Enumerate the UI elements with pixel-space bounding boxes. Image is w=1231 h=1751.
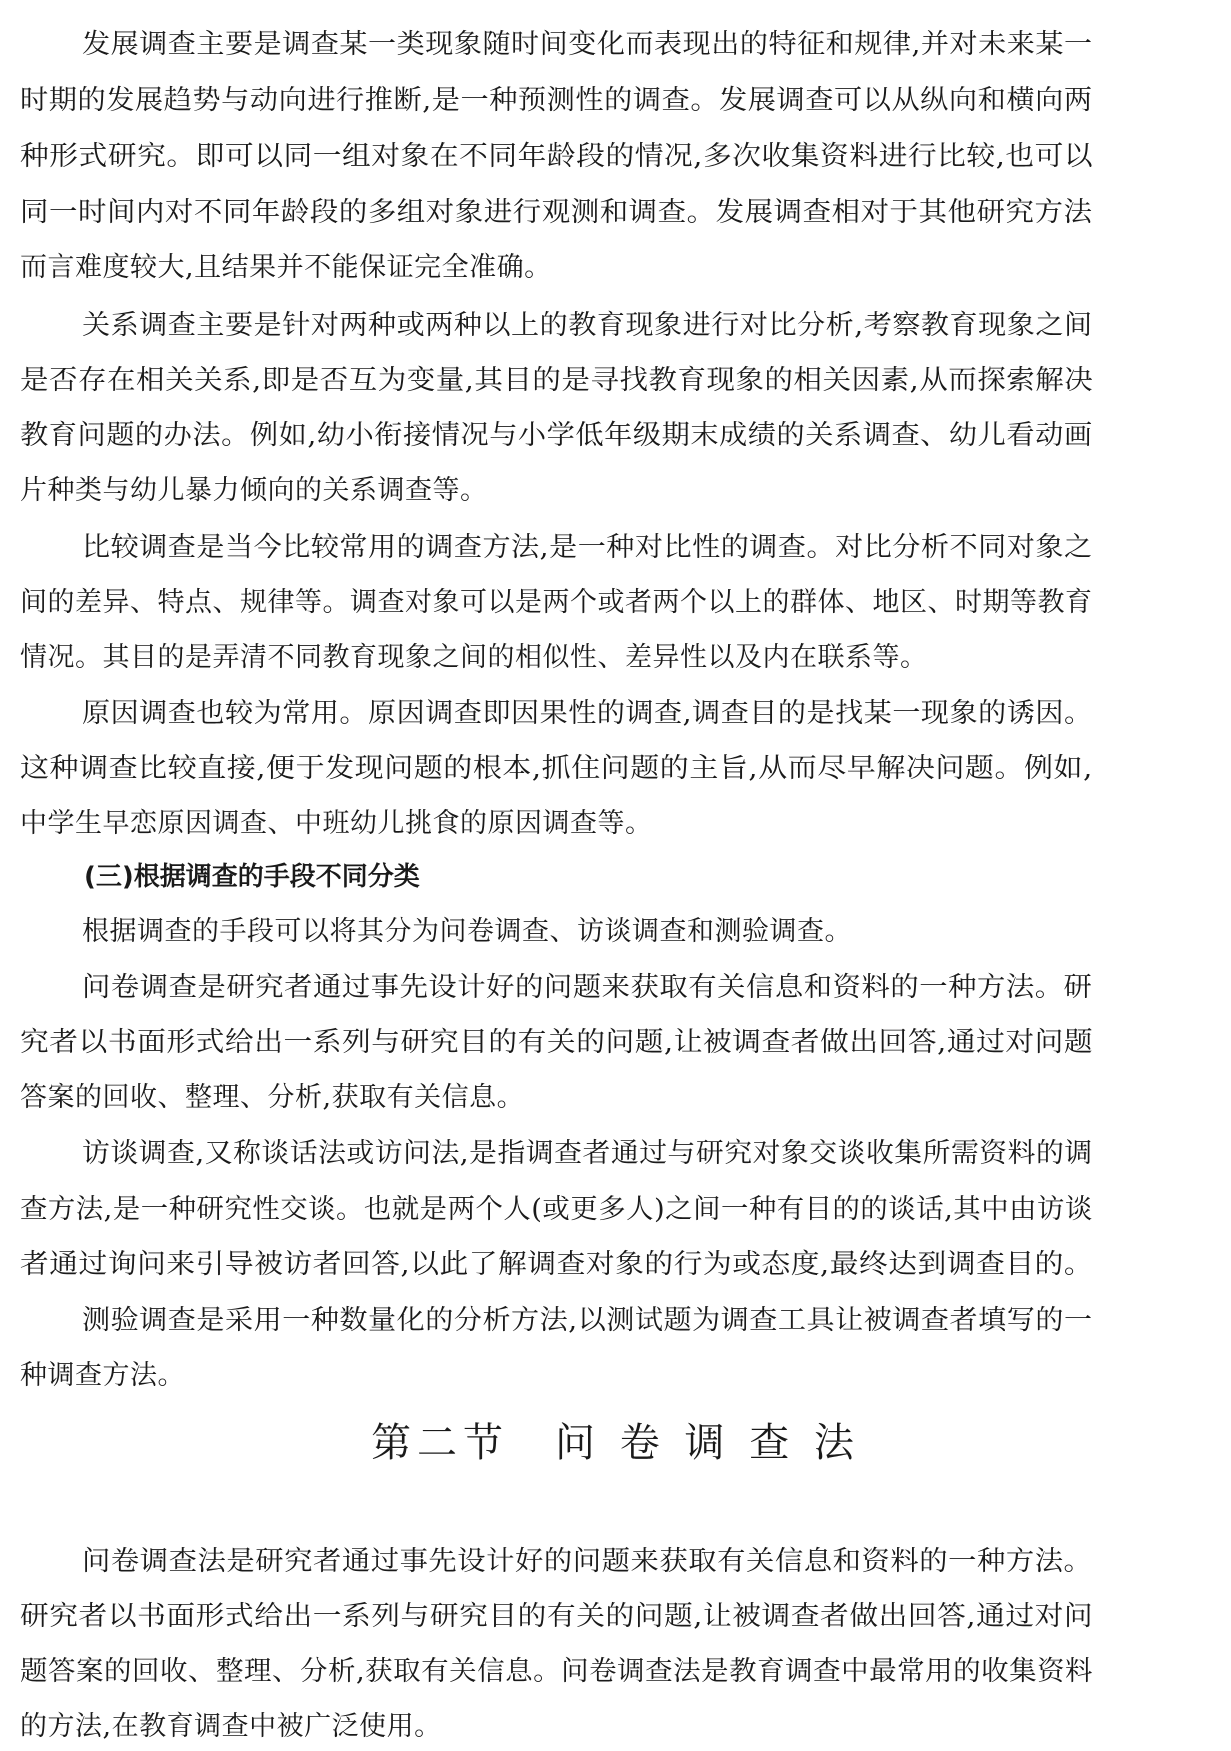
text-line: 关系调查主要是针对两种或两种以上的教育现象进行对比分析,考察教育现象之间 xyxy=(82,310,1093,341)
text-line: 的方法,在教育调查中被广泛使用。 xyxy=(20,1711,442,1742)
text-line: 问卷调查是研究者通过事先设计好的问题来获取有关信息和资料的一种方法。研 xyxy=(82,972,1093,1003)
text-line: 间的差异、特点、规律等。调查对象可以是两个或者两个以上的群体、地区、时期等教育 xyxy=(20,587,1093,618)
text-line: 问卷调查法是研究者通过事先设计好的问题来获取有关信息和资料的一种方法。 xyxy=(82,1546,1093,1577)
text-line: 研究者以书面形式给出一系列与研究目的有关的问题,让被调查者做出回答,通过对问 xyxy=(20,1601,1094,1632)
text-line: 时期的发展趋势与动向进行推断,是一种预测性的调查。发展调查可以从纵向和横向两 xyxy=(20,85,1093,116)
text-line: 片种类与幼儿暴力倾向的关系调查等。 xyxy=(20,475,488,506)
text-line: 查方法,是一种研究性交谈。也就是两个人(或更多人)之间一种有目的的谈话,其中由访谈 xyxy=(20,1194,1093,1225)
text-line: 种形式研究。即可以同一组对象在不同年龄段的情况,多次收集资料进行比较,也可以 xyxy=(20,141,1094,172)
text-line: 中学生早恋原因调查、中班幼儿挑食的原因调查等。 xyxy=(20,808,653,839)
text-line: 者通过询问来引导被访者回答,以此了解调查对象的行为或态度,最终达到调查目的。 xyxy=(20,1249,1094,1280)
text-line: 原因调查也较为常用。原因调查即因果性的调查,调查目的是找某一现象的诱因。 xyxy=(82,698,1093,729)
section-title: 第二节 问 卷 调 查 法 xyxy=(371,1420,860,1466)
text-line: 这种调查比较直接,便于发现问题的根本,抓住问题的主旨,从而尽早解决问题。例如, xyxy=(20,753,1093,784)
text-line: 根据调查的手段可以将其分为问卷调查、访谈调查和测验调查。 xyxy=(82,916,852,947)
text-line: 种调查方法。 xyxy=(20,1360,185,1391)
text-line: 教育问题的办法。例如,幼小衔接情况与小学低年级期末成绩的关系调查、幼儿看动画 xyxy=(20,420,1093,451)
text-line: 答案的回收、整理、分析,获取有关信息。 xyxy=(20,1082,525,1113)
text-line: 测验调查是采用一种数量化的分析方法,以测试题为调查工具让被调查者填写的一 xyxy=(82,1305,1093,1336)
text-line: 情况。其目的是弄清不同教育现象之间的相似性、差异性以及内在联系等。 xyxy=(20,642,928,673)
text-line: 同一时间内对不同年龄段的多组对象进行观测和调查。发展调查相对于其他研究方法 xyxy=(20,197,1093,228)
text-line: 发展调查主要是调查某一类现象随时间变化而表现出的特征和规律,并对未来某一 xyxy=(82,29,1093,60)
text-line: 而言难度较大,且结果并不能保证完全准确。 xyxy=(20,252,552,283)
text-line: 究者以书面形式给出一系列与研究目的有关的问题,让被调查者做出回答,通过对问题 xyxy=(20,1027,1094,1058)
subheading: (三)根据调查的手段不同分类 xyxy=(84,862,420,892)
text-line: 比较调查是当今比较常用的调查方法,是一种对比性的调查。对比分析不同对象之 xyxy=(82,532,1093,563)
text-line: 题答案的回收、整理、分析,获取有关信息。问卷调查法是教育调查中最常用的收集资料 xyxy=(20,1656,1094,1687)
text-line: 访谈调查,又称谈话法或访问法,是指调查者通过与研究对象交谈收集所需资料的调 xyxy=(82,1138,1093,1169)
text-line: 是否存在相关关系,即是否互为变量,其目的是寻找教育现象的相关因素,从而探索解决 xyxy=(20,365,1094,396)
